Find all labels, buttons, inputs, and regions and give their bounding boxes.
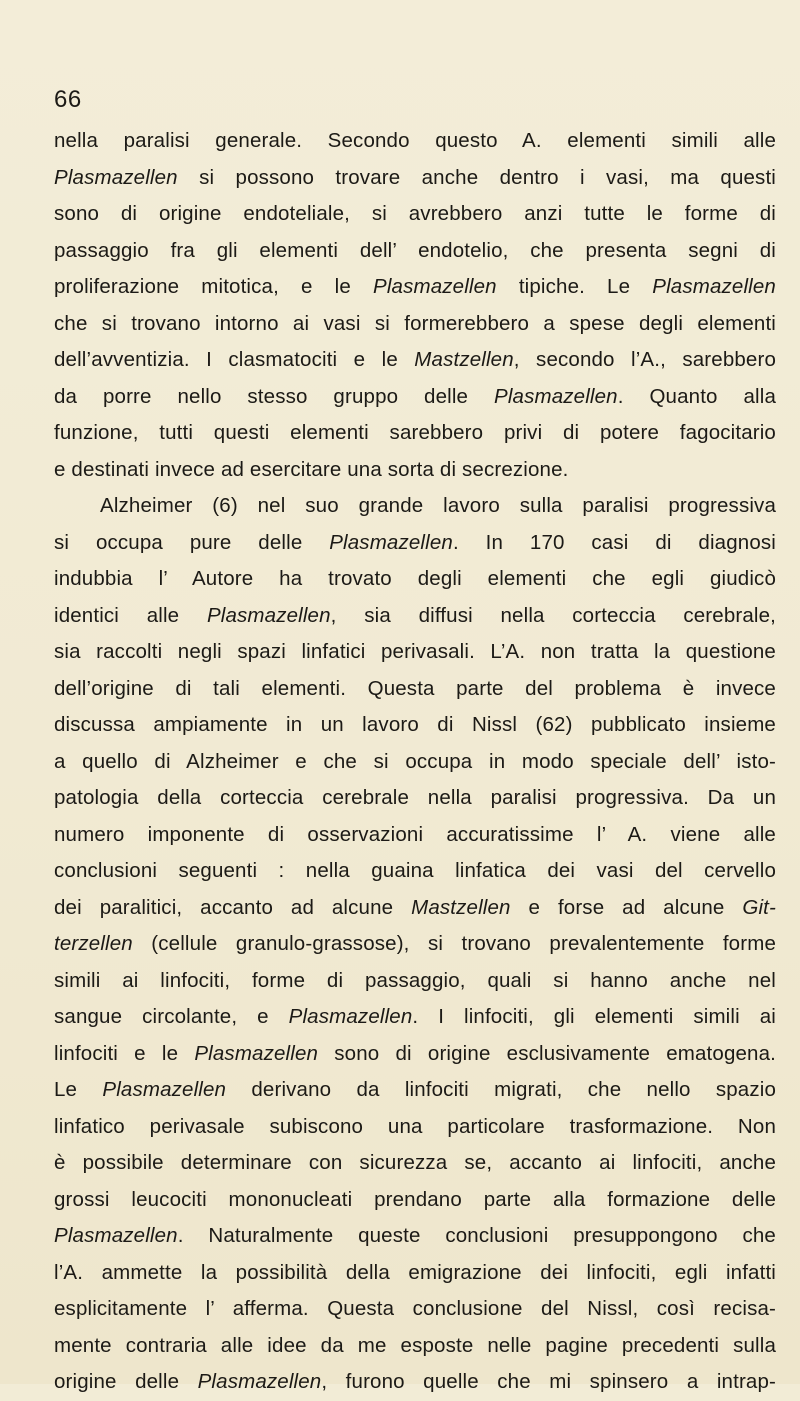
text-segment: dell’avventizia. I clasmatociti e le <box>54 348 415 371</box>
text-segment: . I linfociti, gli elementi simili ai <box>412 1005 776 1028</box>
text-line <box>54 452 776 489</box>
text-line <box>54 379 776 416</box>
text-segment: discussa ampiamente in un lavoro di Nissl (62) pubblicato insieme <box>54 713 776 736</box>
italic-term: Plasmazellen <box>197 1370 322 1393</box>
text-line <box>54 817 776 854</box>
text-segment: . In 170 casi di diagnosi <box>452 530 776 554</box>
italic-term: Plasmazellen <box>194 1041 319 1065</box>
italic-term: terzellen <box>54 932 133 955</box>
text-line <box>54 1109 776 1146</box>
text-segment: sono di origine esclusivamente ematogena. <box>318 1041 776 1065</box>
text-line <box>54 488 776 525</box>
text-segment: . Naturalmente queste conclusioni presuppongono che <box>177 1224 776 1247</box>
text-segment: dei paralitici, accanto ad alcune <box>54 895 412 919</box>
italic-term: Plasmazellen <box>373 275 497 298</box>
text-segment: si possono trovare anche dentro i vasi, ma questi <box>177 165 776 189</box>
text-line <box>54 1364 776 1401</box>
text-line <box>54 1291 776 1328</box>
text-segment: linfatico perivasale subiscono una particolare trasformazione. Non <box>54 1114 776 1138</box>
italic-term: Plasmazellen <box>329 530 453 554</box>
text-line <box>54 890 776 927</box>
text-line <box>54 1036 776 1073</box>
text-segment: . Quanto alla <box>617 384 776 408</box>
text-segment: simili ai linfociti, forme di passaggio, quali si hanno anche nel <box>54 968 776 992</box>
page-number: 66 <box>54 86 82 113</box>
text-segment: funzione, tutti questi elementi sarebbero privi di potere fagocitario <box>54 421 776 444</box>
text-segment: indubbia l’ Autore ha trovato degli elementi che egli giudicò <box>54 567 776 590</box>
text-segment: nella paralisi generale. Secondo questo A. elementi simili alle <box>54 129 776 152</box>
italic-term: Git- <box>742 895 776 919</box>
italic-term: Plasmazellen <box>494 384 618 408</box>
text-segment: esplicitamente l’ afferma. Questa conclusione del Nissl, così recisa- <box>54 1297 776 1320</box>
text-segment: , sia diffusi nella corteccia cerebrale, <box>330 603 776 627</box>
text-line <box>54 233 776 270</box>
text-line <box>54 853 776 890</box>
italic-term: Plasmazellen <box>206 603 331 627</box>
text-line <box>54 196 776 233</box>
text-segment: , secondo l’A., sarebbero <box>513 348 776 371</box>
text-line <box>54 415 776 452</box>
text-segment: l’A. ammette la possibilità della emigrazione dei linfociti, egli infatti <box>54 1260 776 1284</box>
text-segment: origine delle <box>54 1370 198 1393</box>
text-segment: e forse ad alcune <box>510 895 743 919</box>
text-segment: grossi leucociti mononucleati prendano parte alla formazione delle <box>54 1187 776 1211</box>
text-segment: derivano da linfociti migrati, che nello spazio <box>226 1078 776 1101</box>
text-segment: linfociti e le <box>54 1041 195 1065</box>
text-segment: sia raccolti negli spazi linfatici perivasali. L’A. non tratta la questione <box>54 640 776 663</box>
text-segment: proliferazione mitotica, e le <box>54 275 373 298</box>
text-segment: si occupa pure delle <box>54 530 330 554</box>
text-segment: è possibile determinare con sicurezza se, accanto ai linfociti, anche <box>54 1151 776 1174</box>
italic-term: Mastzellen <box>411 895 511 919</box>
text-segment: numero imponente di osservazioni accuratissime l’ A. viene alle <box>54 822 776 846</box>
text-line <box>54 1328 776 1365</box>
text-line <box>54 269 776 306</box>
text-segment: tipiche. Le <box>496 275 653 298</box>
italic-term: Plasmazellen <box>102 1078 227 1101</box>
text-line <box>54 744 776 781</box>
text-line <box>54 598 776 635</box>
text-segment: mente contraria alle idee da me esposte nelle pagine precedenti sulla <box>54 1333 776 1357</box>
text-segment: Le <box>54 1078 103 1101</box>
text-segment: sangue circolante, e <box>54 1005 289 1028</box>
text-segment: e destinati invece ad esercitare una sorta di secrezione. <box>54 457 569 481</box>
text-segment: (cellule granulo-grassose), si trovano prevalentemente forme <box>132 932 776 955</box>
text-line <box>54 525 776 562</box>
text-segment: Alzheimer (6) nel suo grande lavoro sulla paralisi progressiva <box>100 494 776 517</box>
text-line <box>54 963 776 1000</box>
text-line <box>54 780 776 817</box>
italic-term: Plasmazellen <box>54 165 178 189</box>
text-line <box>54 671 776 708</box>
italic-term: Plasmazellen <box>652 275 776 298</box>
text-line <box>54 707 776 744</box>
text-line <box>54 1072 776 1109</box>
text-line <box>54 160 776 197</box>
text-segment: passaggio fra gli elementi dell’ endotelio, che presenta segni di <box>54 238 776 262</box>
text-segment: , furono quelle che mi spinsero a intrap- <box>321 1370 776 1393</box>
text-line <box>54 926 776 963</box>
text-segment: patologia della corteccia cerebrale nella paralisi progressiva. Da un <box>54 786 776 809</box>
text-segment: dell’origine di tali elementi. Questa parte del problema è invece <box>54 676 776 700</box>
text-segment: conclusioni seguenti : nella guaina linfatica dei vasi del cervello <box>54 859 776 882</box>
text-segment: a quello di Alzheimer e che si occupa in modo speciale dell’ isto- <box>54 749 776 773</box>
text-segment: da porre nello stesso gruppo delle <box>54 384 494 408</box>
text-line <box>54 1255 776 1292</box>
text-line <box>54 123 776 160</box>
text-line <box>54 561 776 598</box>
text-segment: sono di origine endoteliale, si avrebbero anzi tutte le forme di <box>54 202 776 225</box>
text-segment: identici alle <box>54 603 207 627</box>
text-line <box>54 306 776 343</box>
text-line <box>54 342 776 379</box>
italic-term: Mastzellen <box>414 348 514 371</box>
text-line <box>54 1218 776 1255</box>
text-line <box>54 999 776 1036</box>
body-text <box>54 123 776 1401</box>
text-line <box>54 1182 776 1219</box>
italic-term: Plasmazellen <box>54 1224 178 1247</box>
text-segment: che si trovano intorno ai vasi si formerebbero a spese degli elementi <box>54 311 776 335</box>
italic-term: Plasmazellen <box>288 1005 413 1028</box>
text-line <box>54 1145 776 1182</box>
text-line <box>54 634 776 671</box>
